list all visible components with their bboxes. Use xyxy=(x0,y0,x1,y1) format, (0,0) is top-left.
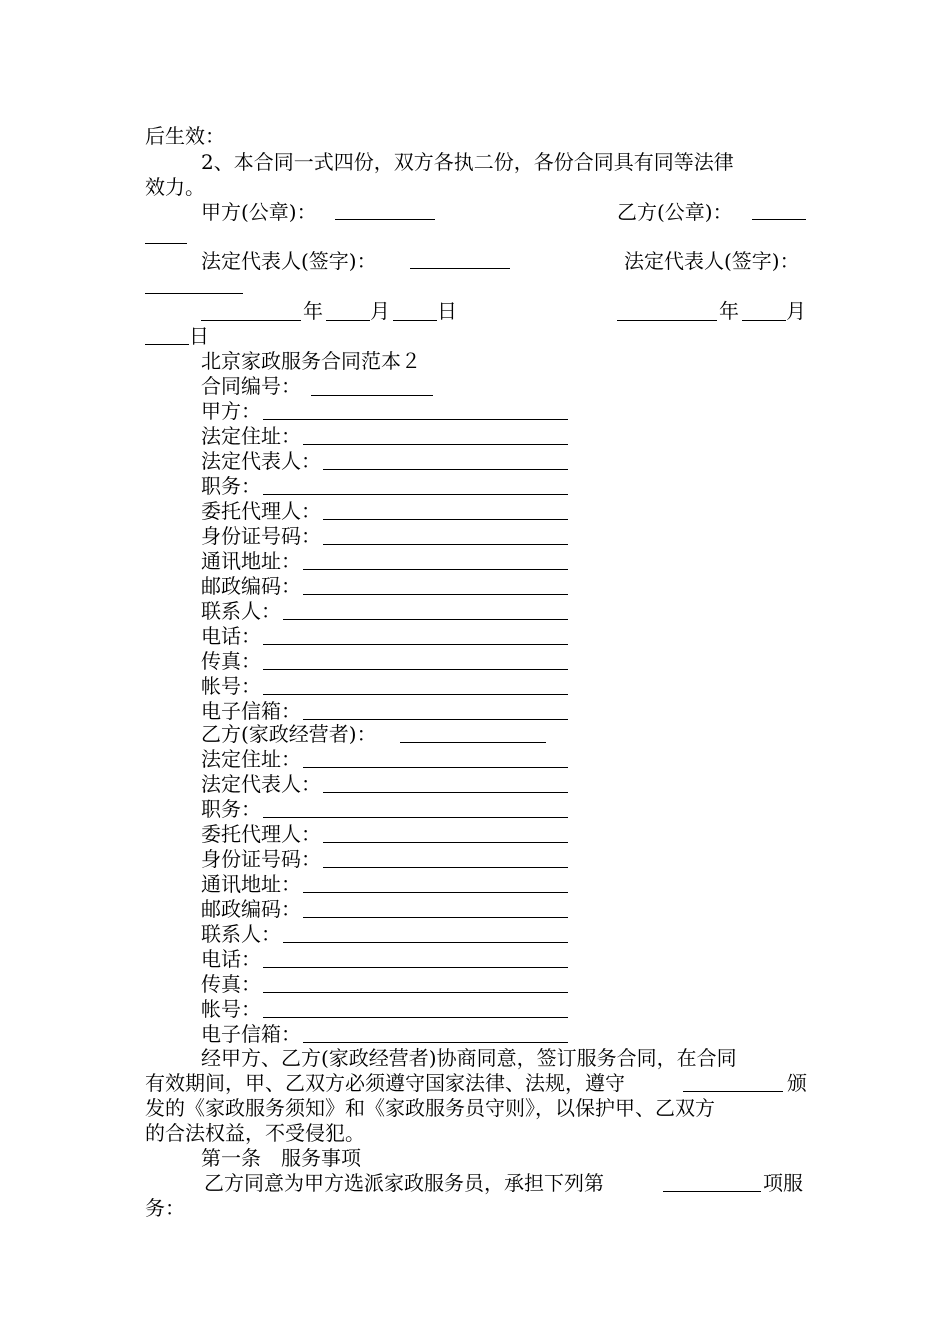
date-a-year-blank[interactable] xyxy=(201,320,301,321)
contract-number-blank[interactable] xyxy=(311,395,433,396)
rep-a-blank[interactable] xyxy=(410,268,510,269)
party-a-seal-label: 甲方(公章)： xyxy=(201,200,317,224)
party-b-label: 乙方(家政经营者)： xyxy=(201,722,377,746)
party-a-field-blank[interactable] xyxy=(263,494,568,495)
rep-b-label: 法定代表人(签字)： xyxy=(624,249,800,273)
date-b-month: 月 xyxy=(786,299,806,323)
party-a-field-label: 委托代理人： xyxy=(201,499,321,523)
party-a-field-blank[interactable] xyxy=(263,669,568,670)
party-b-field-label: 身份证号码： xyxy=(201,847,321,871)
text-line: 后生效： xyxy=(145,124,225,148)
date-b-month-blank[interactable] xyxy=(742,320,786,321)
date-b-year: 年 xyxy=(719,299,739,323)
party-a-field-blank[interactable] xyxy=(303,719,568,720)
party-b-field-blank[interactable] xyxy=(283,942,568,943)
date-a-year: 年 xyxy=(303,299,323,323)
party-b-field-blank[interactable] xyxy=(303,892,568,893)
party-b-name-blank[interactable] xyxy=(400,742,546,743)
contract-title: 北京家政服务合同范本２ xyxy=(201,349,421,373)
contract-number-label: 合同编号： xyxy=(201,374,301,398)
party-a-field-blank[interactable] xyxy=(323,519,568,520)
party-b-seal-blank-cont[interactable] xyxy=(145,243,187,244)
para2-line2: 务： xyxy=(145,1196,185,1220)
party-b-field-label: 邮政编码： xyxy=(201,897,301,921)
para1-blank[interactable] xyxy=(683,1091,783,1092)
party-b-field-label: 电子信箱： xyxy=(201,1022,301,1046)
party-b-seal-blank[interactable] xyxy=(752,219,806,220)
party-a-field-label: 电子信箱： xyxy=(201,699,301,723)
party-a-field-label: 通讯地址： xyxy=(201,549,301,573)
party-b-field-label: 传真： xyxy=(201,972,261,996)
party-a-field-label: 电话： xyxy=(201,624,261,648)
text-line: 效力。 xyxy=(145,175,205,199)
party-b-field-label: 法定代表人： xyxy=(201,772,321,796)
date-a-day: 日 xyxy=(437,299,457,323)
para2-line1: 乙方同意为甲方选派家政服务员，承担下列第 xyxy=(204,1171,604,1195)
date-b-day-blank[interactable] xyxy=(145,344,189,345)
party-a-field-label: 联系人： xyxy=(201,599,281,623)
text-line: 2、本合同一式四份，双方各执二份，各份合同具有同等法律 xyxy=(201,150,734,174)
date-a-month-blank[interactable] xyxy=(326,320,370,321)
party-b-field-blank[interactable] xyxy=(263,817,568,818)
party-a-field-blank[interactable] xyxy=(263,419,568,420)
service-item-blank[interactable] xyxy=(663,1191,761,1192)
party-b-field-blank[interactable] xyxy=(323,792,568,793)
party-b-field-blank[interactable] xyxy=(303,767,568,768)
party-b-field-blank[interactable] xyxy=(303,1042,568,1043)
date-b-day: 日 xyxy=(189,324,209,348)
party-b-field-label: 帐号： xyxy=(201,997,261,1021)
rep-a-label: 法定代表人(签字)： xyxy=(201,249,377,273)
para1-line2-end: 颁 xyxy=(787,1071,807,1095)
party-a-seal-blank[interactable] xyxy=(335,219,435,220)
party-a-field-blank[interactable] xyxy=(263,644,568,645)
party-a-field-label: 传真： xyxy=(201,649,261,673)
party-a-field-blank[interactable] xyxy=(303,594,568,595)
party-a-field-blank[interactable] xyxy=(303,444,568,445)
party-a-field-label: 甲方： xyxy=(201,399,261,423)
party-b-field-blank[interactable] xyxy=(263,992,568,993)
date-b-year-blank[interactable] xyxy=(617,320,717,321)
party-a-field-label: 身份证号码： xyxy=(201,524,321,548)
party-a-field-blank[interactable] xyxy=(323,544,568,545)
para1-line1: 经甲方、乙方(家政经营者)协商同意，签订服务合同，在合同 xyxy=(201,1046,737,1070)
party-b-field-label: 委托代理人： xyxy=(201,822,321,846)
para1-line4: 的合法权益，不受侵犯。 xyxy=(145,1121,365,1145)
party-a-field-blank[interactable] xyxy=(263,694,568,695)
party-a-field-label: 法定代表人： xyxy=(201,449,321,473)
party-a-field-blank[interactable] xyxy=(283,619,568,620)
para1-line2: 有效期间，甲、乙双方必须遵守国家法律、法规，遵守 xyxy=(145,1071,625,1095)
party-a-field-label: 职务： xyxy=(201,474,261,498)
party-b-field-blank[interactable] xyxy=(303,917,568,918)
article-1-heading: 第一条 服务事项 xyxy=(201,1146,361,1170)
party-b-field-label: 通讯地址： xyxy=(201,872,301,896)
para1-line3: 发的《家政服务须知》和《家政服务员守则》，以保护甲、乙双方 xyxy=(145,1096,715,1120)
party-a-field-label: 法定住址： xyxy=(201,424,301,448)
party-b-field-blank[interactable] xyxy=(263,967,568,968)
date-a-month: 月 xyxy=(370,299,390,323)
date-a-day-blank[interactable] xyxy=(393,320,437,321)
party-b-field-blank[interactable] xyxy=(323,867,568,868)
party-b-field-blank[interactable] xyxy=(323,842,568,843)
party-b-seal-label: 乙方(公章)： xyxy=(617,200,733,224)
party-a-field-blank[interactable] xyxy=(323,469,568,470)
party-b-field-label: 电话： xyxy=(201,947,261,971)
party-b-field-label: 法定住址： xyxy=(201,747,301,771)
rep-b-blank[interactable] xyxy=(145,293,243,294)
party-b-field-label: 联系人： xyxy=(201,922,281,946)
party-a-field-blank[interactable] xyxy=(303,569,568,570)
party-b-field-blank[interactable] xyxy=(263,1017,568,1018)
para2-line1-end: 项服 xyxy=(763,1171,803,1195)
party-a-field-label: 邮政编码： xyxy=(201,574,301,598)
party-a-field-label: 帐号： xyxy=(201,674,261,698)
party-b-field-label: 职务： xyxy=(201,797,261,821)
